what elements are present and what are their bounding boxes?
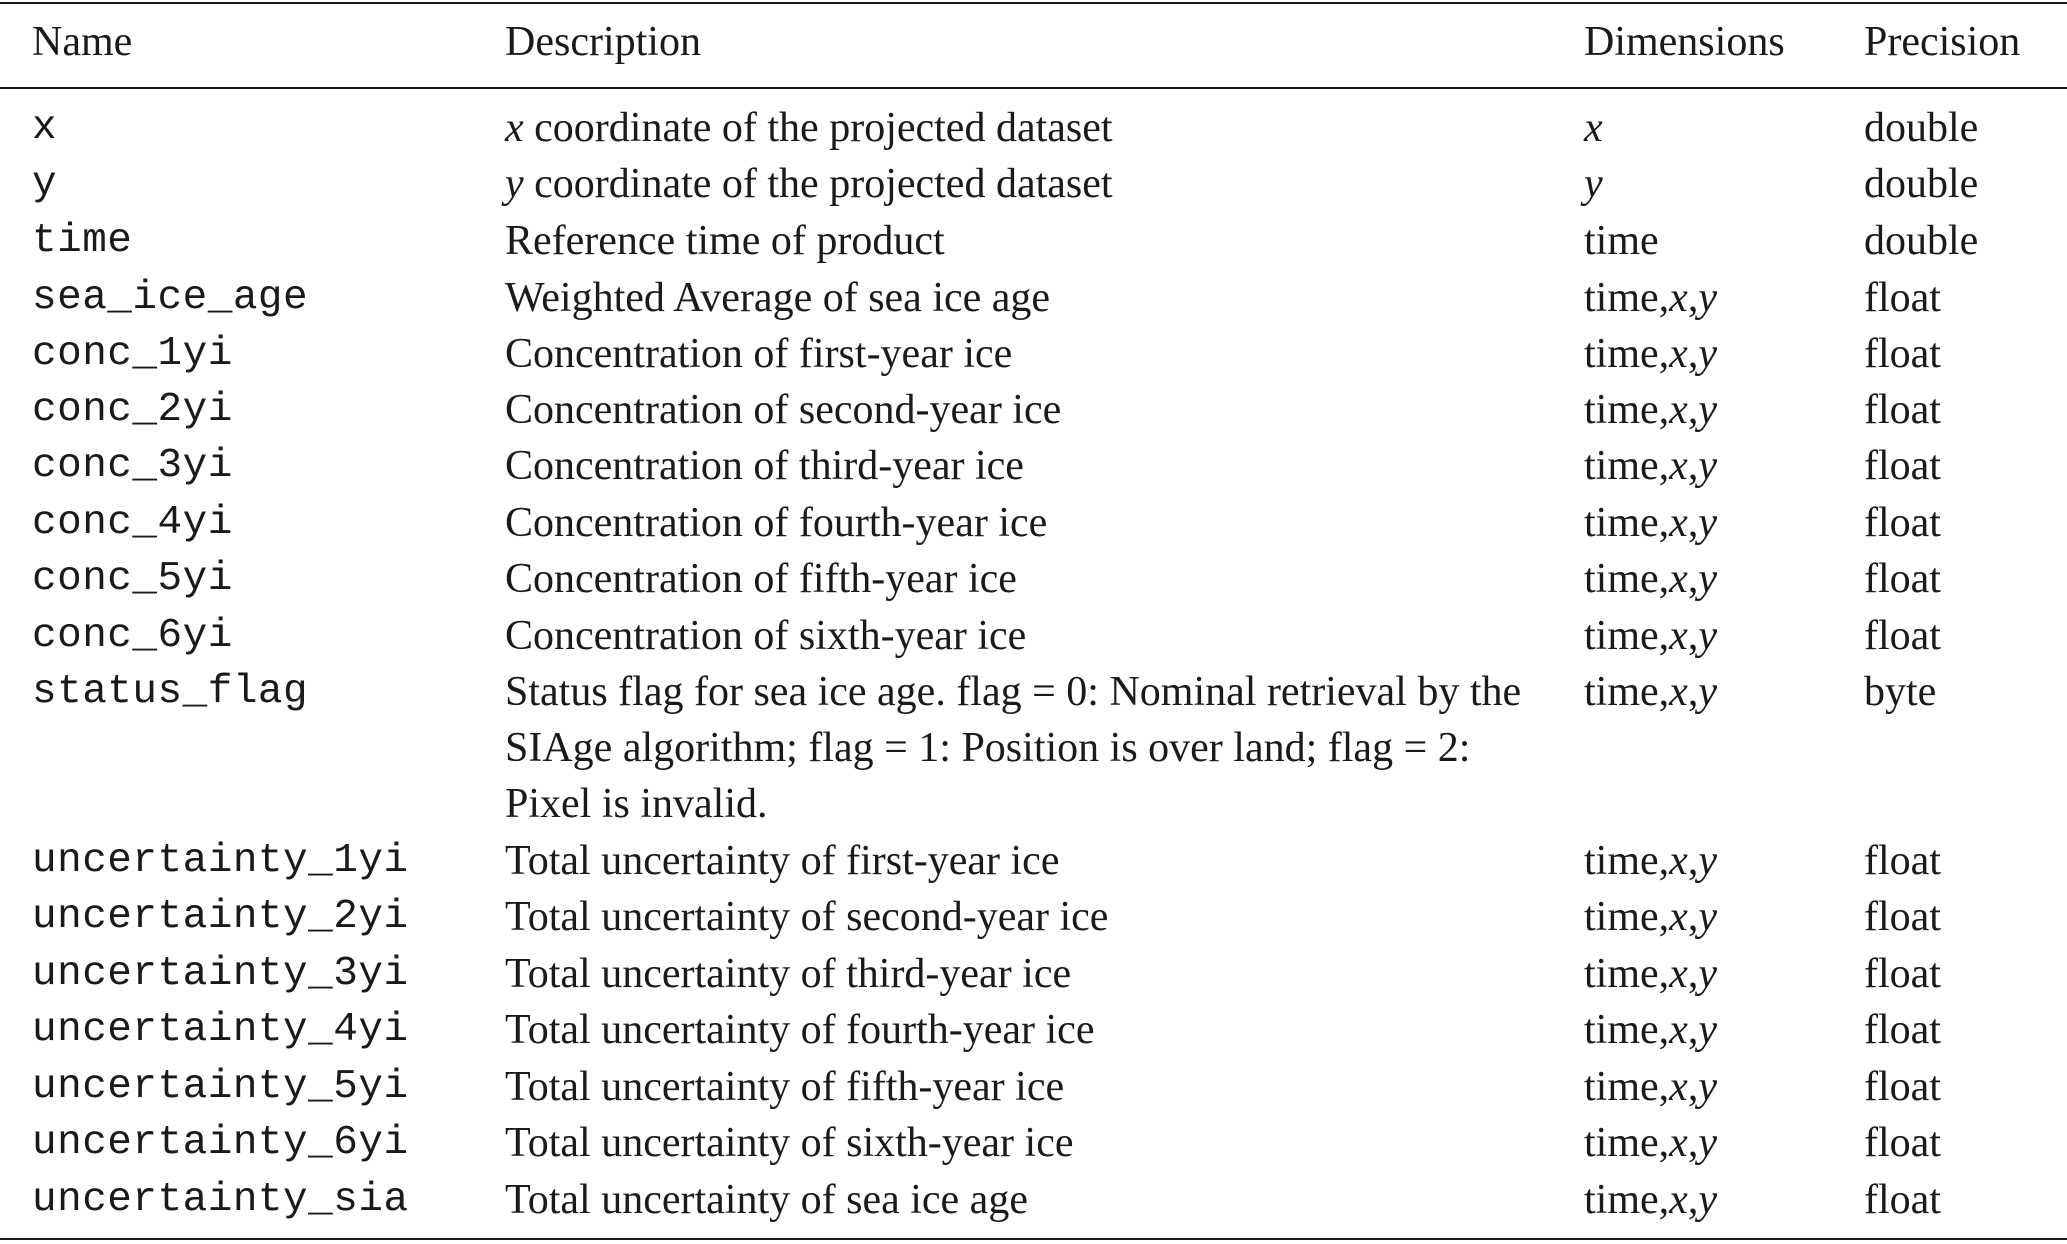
variable-name: conc_4yi xyxy=(32,500,233,546)
variable-dimensions: x xyxy=(1584,105,1603,151)
header-dimensions: Dimensions xyxy=(1584,19,1785,65)
variable-description: Concentration of fifth-year ice xyxy=(505,556,1017,602)
variable-precision: float xyxy=(1864,1064,1941,1110)
variable-name: sea_ice_age xyxy=(32,275,309,321)
variable-dimensions: time,x,y xyxy=(1584,275,1717,321)
variable-description: Total uncertainty of sea ice age xyxy=(505,1177,1028,1223)
header-name: Name xyxy=(32,19,133,65)
variable-description: Concentration of fourth-year ice xyxy=(505,500,1048,546)
variable-precision: float xyxy=(1864,500,1941,546)
variable-precision: float xyxy=(1864,613,1941,659)
variable-name: uncertainty_sia xyxy=(32,1177,409,1223)
variable-dimensions: time,x,y xyxy=(1584,500,1717,546)
variable-name: uncertainty_1yi xyxy=(32,838,409,884)
variable-precision: float xyxy=(1864,838,1941,884)
variable-precision: float xyxy=(1864,894,1941,940)
variable-precision: float xyxy=(1864,275,1941,321)
variable-dimensions: time,x,y xyxy=(1584,387,1717,433)
table-top-rule xyxy=(0,2,2067,4)
variable-dimensions: time,x,y xyxy=(1584,1177,1717,1223)
table-header-rule xyxy=(0,87,2067,89)
variable-description: Total uncertainty of first-year ice xyxy=(505,838,1060,884)
header-precision: Precision xyxy=(1864,19,2021,65)
variable-name: uncertainty_2yi xyxy=(32,894,409,940)
variable-precision: float xyxy=(1864,556,1941,602)
variable-description: Concentration of third-year ice xyxy=(505,443,1024,489)
variable-description: Total uncertainty of fifth-year ice xyxy=(505,1064,1065,1110)
variable-description: Total uncertainty of fourth-year ice xyxy=(505,1007,1095,1053)
variable-name: uncertainty_3yi xyxy=(32,951,409,997)
variable-precision: double xyxy=(1864,218,1979,264)
variable-name: status_flag xyxy=(32,669,309,715)
variable-precision: byte xyxy=(1864,669,1937,715)
variable-name: x xyxy=(32,105,58,151)
variable-description: Concentration of first-year ice xyxy=(505,331,1013,377)
variable-precision: float xyxy=(1864,951,1941,997)
variable-description: Concentration of sixth-year ice xyxy=(505,613,1027,659)
variable-dimensions: time,x,y xyxy=(1584,1007,1717,1053)
variable-precision: float xyxy=(1864,387,1941,433)
variable-dimensions: time,x,y xyxy=(1584,1120,1717,1166)
variable-name: time xyxy=(32,218,133,264)
variable-precision: float xyxy=(1864,1177,1941,1223)
variable-description: y coordinate of the projected dataset xyxy=(505,161,1113,207)
variable-precision: float xyxy=(1864,1120,1941,1166)
variable-description: Total uncertainty of sixth-year ice xyxy=(505,1120,1074,1166)
variable-name: uncertainty_5yi xyxy=(32,1064,409,1110)
variable-precision: float xyxy=(1864,1007,1941,1053)
variable-dimensions: time,x,y xyxy=(1584,951,1717,997)
variable-dimensions: y xyxy=(1584,161,1603,207)
variable-dimensions: time,x,y xyxy=(1584,556,1717,602)
variable-description: Total uncertainty of third-year ice xyxy=(505,951,1072,997)
variable-precision: float xyxy=(1864,443,1941,489)
variable-dimensions: time,x,y xyxy=(1584,894,1717,940)
variable-dimensions: time,x,y xyxy=(1584,613,1717,659)
variable-description: Status flag for sea ice age. flag = 0: Nominal retrieval by the SIAge algorithm; flag = 1: Position is over land; flag = 2: Pixel is invalid. xyxy=(505,669,1522,827)
variable-dimensions: time,x,y xyxy=(1584,838,1717,884)
variable-name: uncertainty_4yi xyxy=(32,1007,409,1053)
variable-description: Concentration of second-year ice xyxy=(505,387,1062,433)
variable-name: conc_6yi xyxy=(32,613,233,659)
variable-name: conc_2yi xyxy=(32,387,233,433)
variable-name: uncertainty_6yi xyxy=(32,1120,409,1166)
variable-dimensions: time,x,y xyxy=(1584,1064,1717,1110)
variable-description: Reference time of product xyxy=(505,218,945,264)
variable-precision: double xyxy=(1864,105,1979,151)
variable-name: y xyxy=(32,161,58,207)
header-description: Description xyxy=(505,19,701,65)
variable-precision: double xyxy=(1864,161,1979,207)
variable-dimensions: time,x,y xyxy=(1584,331,1717,377)
variable-precision: float xyxy=(1864,331,1941,377)
variable-name: conc_5yi xyxy=(32,556,233,602)
variable-name: conc_3yi xyxy=(32,443,233,489)
variable-description: Total uncertainty of second-year ice xyxy=(505,894,1109,940)
variable-name: conc_1yi xyxy=(32,331,233,377)
variable-description: x coordinate of the projected dataset xyxy=(505,105,1113,151)
variable-description: Weighted Average of sea ice age xyxy=(505,275,1051,321)
table-bottom-rule xyxy=(0,1238,2067,1240)
variable-dimensions: time,x,y xyxy=(1584,669,1717,715)
variable-dimensions: time xyxy=(1584,218,1659,264)
variable-dimensions: time,x,y xyxy=(1584,443,1717,489)
